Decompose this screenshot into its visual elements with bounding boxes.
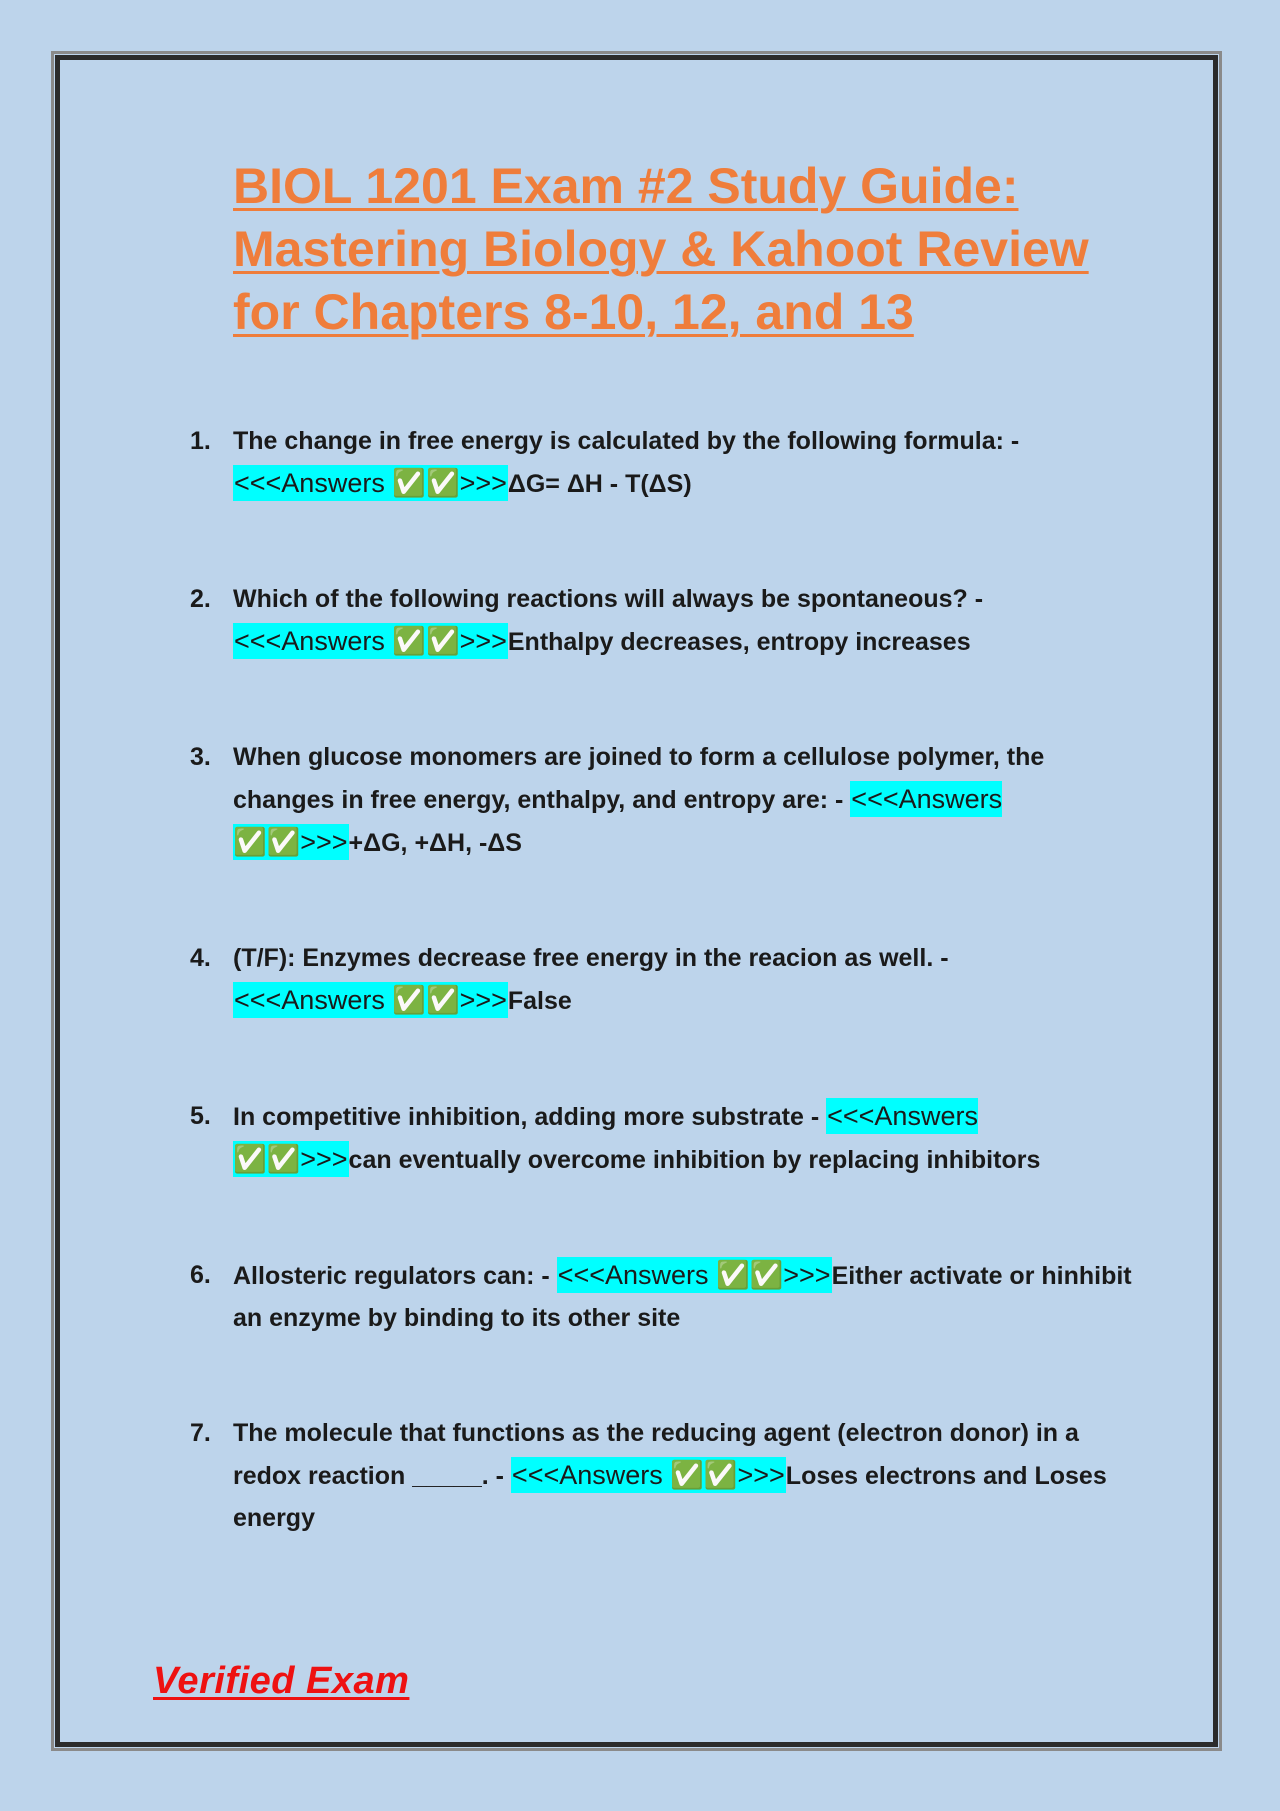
question-list [190,420,1140,1539]
question-text: Which of the following reactions will always be spontaneous? - [233,585,984,613]
question-number: 4. [190,944,211,972]
question-item [190,578,1140,663]
question-text: Allosteric regulators can: - [233,1262,550,1290]
question-item [190,1254,1140,1339]
answer-text: +ΔG, +ΔH, -ΔS [348,829,522,857]
answer-label: <<<Answers ✅✅>>> [233,465,508,501]
question-text: In competitive inhibition, adding more substrate - [233,1103,820,1131]
answer-text: ΔG= ΔH - T(ΔS) [507,470,692,498]
question-number: 7. [190,1419,211,1447]
question-item [190,1095,1140,1181]
footer-brand: Verified Exam [153,1660,410,1702]
answer-label: <<<Answers ✅✅>>> [557,1257,832,1293]
question-item [190,1412,1140,1539]
title-line: BIOL 1201 Exam #2 Study Guide: [233,158,1019,214]
question-number: 5. [190,1102,211,1130]
question-number: 2. [190,585,211,613]
question-number: 1. [190,427,211,455]
answer-label: <<<Answers ✅✅>>> [233,1098,978,1177]
question-item [190,736,1140,864]
answer-text: Either activate or hinhibit an enzyme by binding to its other site [233,1262,1132,1332]
answer-text: Enthalpy decreases, entropy increases [507,628,971,656]
question-item [190,937,1140,1022]
question-text: (T/F): Enzymes decrease free energy in the reacion as well. - [233,944,949,972]
question-text: The molecule that functions as the reducing agent (electron donor) in a redox reaction _____. - [233,1419,1079,1490]
question-item [190,420,1140,505]
answer-text: can eventually overcome inhibition by replacing inhibitors [348,1146,1041,1174]
answer-label: <<<Answers ✅✅>>> [233,781,1002,860]
title-line: for Chapters 8-10, 12, and 13 [233,284,914,340]
question-number: 6. [190,1261,211,1289]
answer-text: False [507,987,572,1015]
question-text: When glucose monomers are joined to form a cellulose polymer, the changes in free energy, enthalpy, and entropy are: - [233,743,1045,814]
answer-text: Loses electrons and Loses energy [233,1462,1107,1532]
answer-label: <<<Answers ✅✅>>> [233,982,508,1018]
answer-label: <<<Answers ✅✅>>> [511,1457,786,1493]
answer-label: <<<Answers ✅✅>>> [233,623,508,659]
page-title [233,155,1133,344]
question-text: The change in free energy is calculated by the following formula: - [233,427,1020,455]
title-line: Mastering Biology & Kahoot Review [233,221,1089,277]
question-number: 3. [190,743,211,771]
